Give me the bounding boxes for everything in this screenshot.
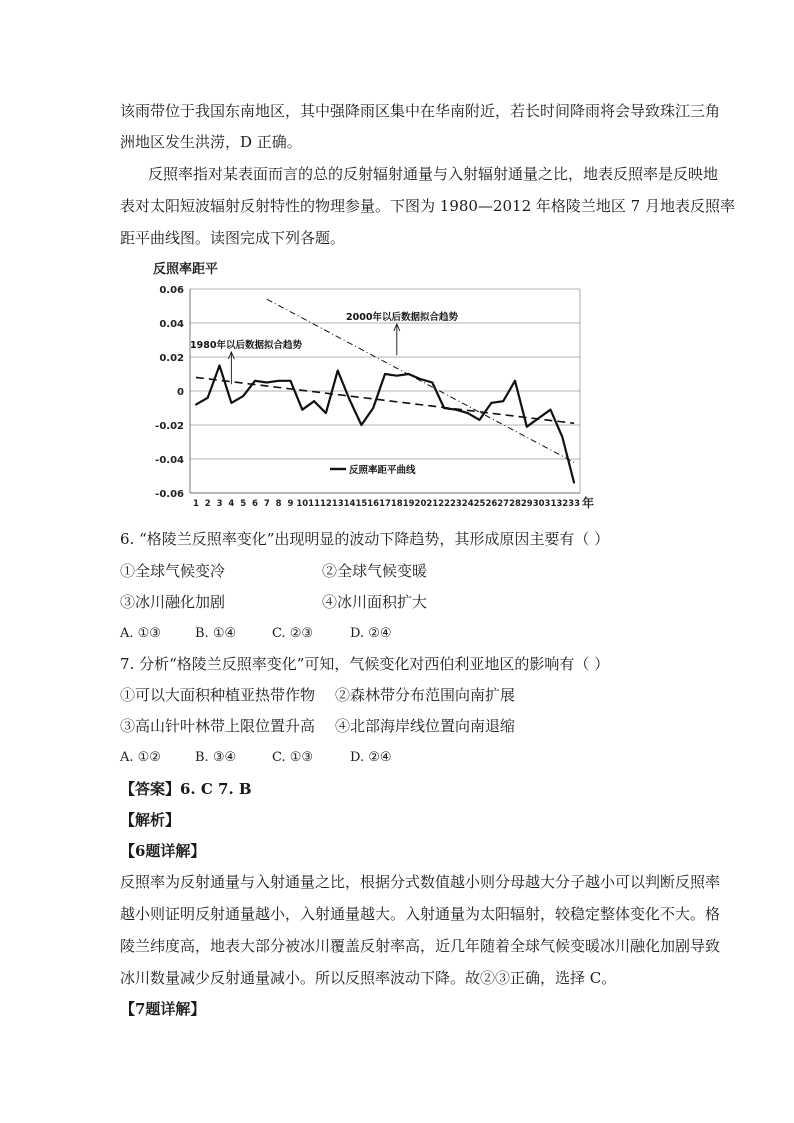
y-tick-label: 0.02 <box>159 353 184 364</box>
x-tick-label: 33 <box>568 499 581 509</box>
x-tick-label: 2 <box>204 499 211 509</box>
x-tick-label: 3 <box>216 499 223 509</box>
intro-line-1: 该雨带位于我国东南地区，其中强降雨区集中在华南附近，若长时间降雨将会导致珠江三角 <box>120 102 721 120</box>
series-point <box>526 426 528 428</box>
q7-option-1: ①可以大面积种植亚热带作物 <box>120 686 316 704</box>
series-point <box>349 399 351 401</box>
q7-choice-d: D. ②④ <box>350 750 392 765</box>
x-tick-label: 25 <box>473 499 486 509</box>
series-point <box>230 402 232 404</box>
x-tick-label: 4 <box>228 499 235 509</box>
series-point <box>384 373 386 375</box>
series-point <box>561 436 563 438</box>
q7-option-4: ④北部海岸线位置向南退缩 <box>335 717 516 735</box>
series-point <box>431 382 433 384</box>
series-point <box>301 409 303 411</box>
x-tick-label: 28 <box>509 499 521 509</box>
y-tick-label: 0.06 <box>159 285 184 296</box>
q6-option-3: ③冰川融化加剧 <box>120 593 226 611</box>
series-point <box>372 407 374 409</box>
x-tick-label: 1 <box>192 499 199 509</box>
series-point <box>337 370 339 372</box>
answer-line: 【答案】6. C 7. B <box>120 780 252 798</box>
series-point <box>254 380 256 382</box>
series-point <box>278 380 280 382</box>
q6-choice-d: D. ②④ <box>350 626 392 641</box>
series-point <box>195 404 197 406</box>
y-tick-label: 0.04 <box>159 319 184 330</box>
q6-choice-a: A. ①③ <box>120 626 161 641</box>
series-point <box>538 417 540 419</box>
q6-choice-b: B. ①④ <box>195 626 237 641</box>
annotation-2000-label: 2000年以后数据拟合趋势 <box>346 312 458 323</box>
y-tick-label: 0 <box>177 387 184 398</box>
series-point <box>360 424 362 426</box>
x-tick-label: 6 <box>252 499 258 509</box>
albedo-anomaly-chart <box>150 255 600 510</box>
series-point <box>266 382 268 384</box>
q7-choice-c: C. ①③ <box>272 750 314 765</box>
q7-option-3: ③高山针叶林带上限位置升高 <box>120 717 316 735</box>
x-tick-label: 18 <box>390 499 403 509</box>
series-point <box>408 373 410 375</box>
x-tick-label: 22 <box>438 499 451 509</box>
intro-line-3: 反照率指对某表面而言的总的反射辐射通量与入射辐射通量之比，地表反照率是反映地 <box>148 165 719 183</box>
q7-choice-b: B. ③④ <box>195 750 237 765</box>
series-point <box>502 400 504 402</box>
series-point <box>420 378 422 380</box>
x-tick-label: 8 <box>275 499 282 509</box>
q6-stem: 6. “格陵兰反照率变化”出现明显的波动下降趋势，其形成原因主要有（ ） <box>120 530 610 548</box>
series-point <box>290 380 292 382</box>
x-tick-label: 15 <box>355 499 368 509</box>
y-tick-label: -0.02 <box>155 421 184 432</box>
series-point <box>514 380 516 382</box>
x-tick-label: 13 <box>331 499 344 509</box>
intro-line-2: 洲地区发生洪涝，D 正确。 <box>120 133 302 151</box>
series-point <box>396 375 398 377</box>
x-tick-label: 20 <box>414 499 427 509</box>
x-tick-label: 29 <box>520 499 533 509</box>
series-point <box>467 412 469 414</box>
q7-option-2: ②森林带分布范围向南扩展 <box>335 686 516 704</box>
x-tick-label: 31 <box>544 499 557 509</box>
x-tick-label: 10 <box>296 499 309 509</box>
series-point <box>479 419 481 421</box>
legend-label: 反照率距平曲线 <box>349 465 416 476</box>
series-point <box>207 397 209 399</box>
series-point <box>219 365 221 367</box>
q6-choice-c: C. ②③ <box>272 626 314 641</box>
x-tick-label: 11 <box>308 499 321 509</box>
analysis-label: 【解析】 <box>120 811 181 829</box>
x-tick-label: 19 <box>402 499 415 509</box>
y-axis-title: 反照率距平 <box>153 262 219 277</box>
annotation-1980-label: 1980年以后数据拟合趋势 <box>190 340 302 351</box>
x-tick-label: 21 <box>426 499 439 509</box>
q6-option-4: ④冰川面积扩大 <box>322 593 428 611</box>
q6-detail-line-4: 冰川数量减少反射通量减小。所以反照率波动下降。故②③正确，选择 C。 <box>120 969 617 987</box>
trend-line-2000 <box>267 299 574 462</box>
q6-detail-line-2: 越小则证明反射通量越小，入射通量越大。入射通量为太阳辐射，较稳定整体变化不大。格 <box>120 905 721 923</box>
intro-line-4: 表对太阳短波辐射反射特性的物理参量。下图为 1980—2012 年格陵兰地区 7 月地表反照率 <box>120 197 735 215</box>
x-tick-label: 24 <box>461 499 474 509</box>
q7-stem: 7. 分析“格陵兰反照率变化”可知，气候变化对西伯利亚地区的影响有（ ） <box>120 655 610 673</box>
x-tick-label: 32 <box>556 499 569 509</box>
x-tick-label: 5 <box>240 499 247 509</box>
series-point <box>455 409 457 411</box>
x-tick-label: 12 <box>319 499 332 509</box>
q6-option-1: ①全球气候变冷 <box>120 562 226 580</box>
q7-detail-heading: 【7题详解】 <box>120 1000 206 1018</box>
x-tick-label: 16 <box>367 499 380 509</box>
x-tick-label: 27 <box>497 499 510 509</box>
intro-line-5: 距平曲线图。读图完成下列各题。 <box>120 229 346 247</box>
x-tick-label: 17 <box>379 499 391 509</box>
x-tick-label: 26 <box>485 499 498 509</box>
x-axis-unit: 年 <box>582 496 595 510</box>
q7-choice-a: A. ①② <box>120 750 161 765</box>
series-point <box>325 412 327 414</box>
series-point <box>490 402 492 404</box>
x-tick-label: 14 <box>343 499 356 509</box>
series-point <box>443 407 445 409</box>
q6-detail-line-3: 陵兰纬度高，地表大部分被冰川覆盖反射率高，近几年随着全球气候变暖冰川融化加剧导致 <box>120 937 721 955</box>
x-tick-label: 7 <box>263 499 270 509</box>
x-tick-label: 9 <box>287 499 294 509</box>
x-tick-label: 30 <box>532 499 545 509</box>
series-point <box>550 409 552 411</box>
q6-option-2: ②全球气候变暖 <box>322 562 428 580</box>
q6-detail-heading: 【6题详解】 <box>120 842 206 860</box>
y-tick-label: -0.04 <box>155 455 184 466</box>
q6-detail-line-1: 反照率为反射通量与入射通量之比，根据分式数值越小则分母越大分子越小可以判断反照率 <box>120 873 721 891</box>
series-point <box>242 395 244 397</box>
x-tick-label: 23 <box>449 499 462 509</box>
series-point <box>313 400 315 402</box>
y-tick-label: -0.06 <box>155 489 184 500</box>
series-point <box>573 482 575 484</box>
